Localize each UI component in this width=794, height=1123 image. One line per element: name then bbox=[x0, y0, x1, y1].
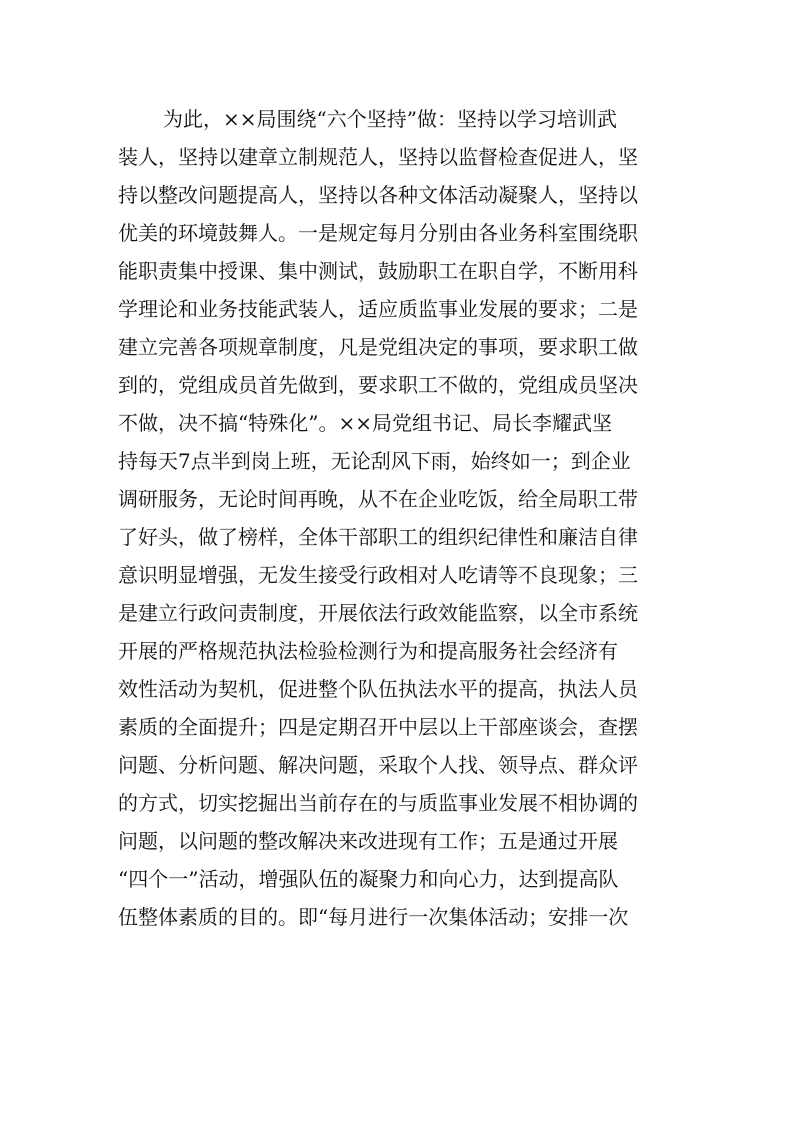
paragraph-line: 问题、分析问题、解决问题，采取个人找、领导点、群众评 bbox=[118, 753, 638, 777]
paragraph-line: 素质的全面提升；四是定期召开中层以上干部座谈会，查摆 bbox=[118, 715, 638, 739]
paragraph-line: 效性活动为契机，促进整个队伍执法水平的提高，执法人员 bbox=[118, 677, 638, 701]
paragraph-line: “四个一”活动，增强队伍的凝聚力和向心力，达到提高队 bbox=[118, 867, 619, 891]
paragraph-line: 持以整改问题提高人，坚持以各种文体活动凝聚人，坚持以 bbox=[118, 183, 638, 207]
paragraph-line: 到的，党组成员首先做到，要求职工不做的，党组成员坚决 bbox=[118, 373, 638, 397]
paragraph-line: 装人，坚持以建章立制规范人，坚持以监督检查促进人，坚 bbox=[118, 145, 638, 169]
paragraph-line: 问题，以问题的整改解决来改进现有工作；五是通过开展 bbox=[118, 829, 618, 853]
paragraph-line: 意识明显增强，无发生接受行政相对人吃请等不良现象；三 bbox=[118, 563, 638, 587]
paragraph-line: 持每天7点半到岗上班，无论刮风下雨，始终如一；到企业 bbox=[118, 449, 631, 473]
paragraph-line: 调研服务，无论时间再晚，从不在企业吃饭，给全局职工带 bbox=[118, 487, 638, 511]
paragraph-line: 学理论和业务技能武装人，适应质监事业发展的要求；二是 bbox=[118, 297, 638, 321]
paragraph-line: 能职责集中授课、集中测试，鼓励职工在职自学，不断用科 bbox=[118, 259, 638, 283]
paragraph-line: 了好头，做了榜样，全体干部职工的组织纪律性和廉洁自律 bbox=[118, 525, 638, 549]
paragraph-line: 开展的严格规范执法检验检测行为和提高服务社会经济有 bbox=[118, 639, 618, 663]
paragraph-line: 伍整体素质的目的。即“每月进行一次集体活动；安排一次 bbox=[118, 905, 629, 929]
paragraph-line: 是建立行政问责制度，开展依法行政效能监察，以全市系统 bbox=[118, 601, 638, 625]
paragraph-line: 不做，决不搞“特殊化”。××局党组书记、局长李耀武坚 bbox=[118, 411, 612, 435]
paragraph-line: 为此，××局围绕“六个坚持”做：坚持以学习培训武 bbox=[163, 107, 617, 131]
paragraph-line: 的方式，切实挖掘出当前存在的与质监事业发展不相协调的 bbox=[118, 791, 638, 815]
paragraph-line: 优美的环境鼓舞人。一是规定每月分别由各业务科室围绕职 bbox=[118, 221, 638, 245]
paragraph-line: 建立完善各项规章制度，凡是党组决定的事项，要求职工做 bbox=[118, 335, 638, 359]
